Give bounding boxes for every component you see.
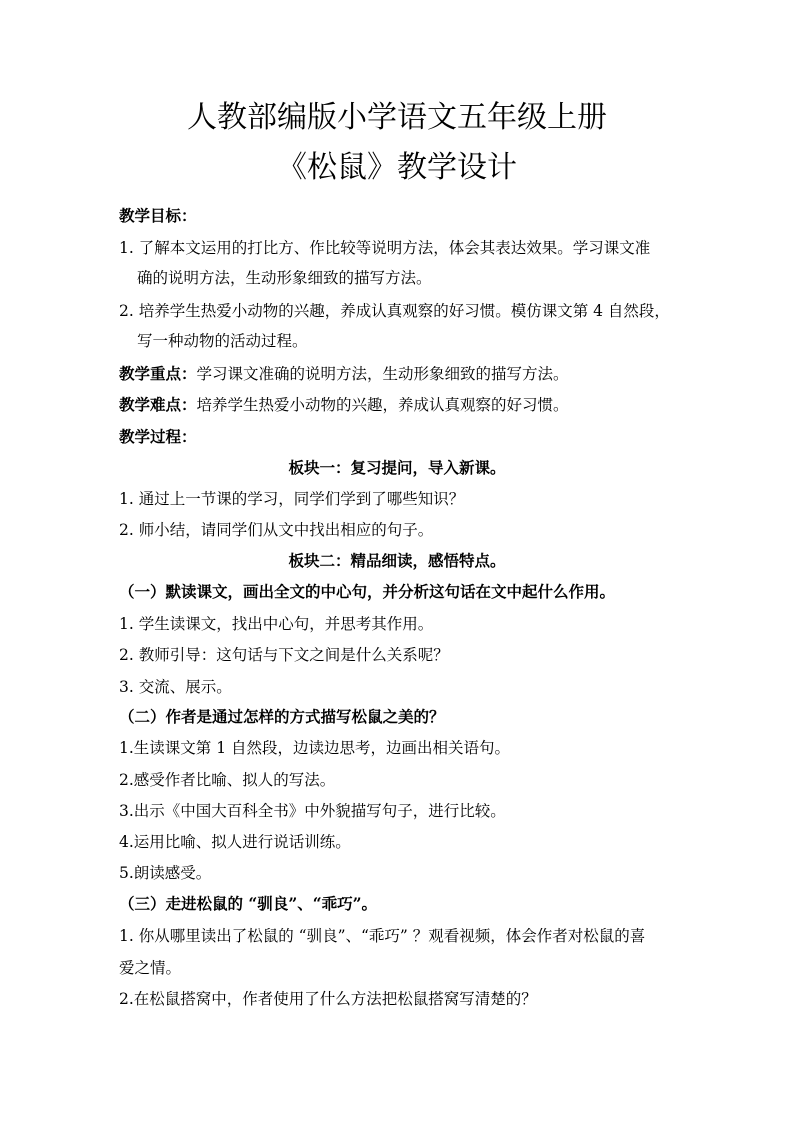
part-2-item-1: 1.生读课文第 1 自然段，边读边思考，边画出相关语句。 xyxy=(119,739,511,757)
process-heading: 教学过程： xyxy=(119,427,197,446)
key-point-text: 学习课文准确的说明方法，生动形象细致的描写方法。 xyxy=(196,365,569,383)
part-1-heading: （一）默读课文，画出全文的中心句，并分析这句话在文中起什么作用。 xyxy=(119,582,616,601)
document-subtitle: 《松鼠》教学设计 xyxy=(277,150,517,185)
part-2-item-3: 3.出示《中国大百科全书》中外貌描写句子，进行比较。 xyxy=(119,802,506,820)
objective-1-line-1: 1. 了解本文运用的打比方、作比较等说明方法，体会其表达效果。学习课文准 xyxy=(119,239,651,257)
part-1-item-2: 2. 教师引导：这句话与下文之间是什么关系呢？ xyxy=(119,646,449,664)
part-3-item-1-line-1: 1. 你从哪里读出了松鼠的 “驯良”、“乖巧” ？观看视频，体会作者对松鼠的喜 xyxy=(119,927,646,945)
document-title: 人教部编版小学语文五年级上册 xyxy=(187,100,607,135)
part-3-item-1-line-2: 爱之情。 xyxy=(119,959,182,977)
part-3-heading: （三）走进松鼠的 “驯良”、“乖巧”。 xyxy=(119,894,378,913)
section-1-item-2: 2. 师小结，请同学们从文中找出相应的句子。 xyxy=(119,521,434,539)
key-point xyxy=(119,364,569,384)
objective-2-line-1: 2. 培养学生热爱小动物的兴趣，养成认真观察的好习惯。模仿课文第 4 自然段， xyxy=(119,302,670,320)
part-3-item-2: 2.在松鼠搭窝中，作者使用了什么方法把松鼠搭窝写清楚的？ xyxy=(119,990,537,1008)
part-1-item-3: 3. 交流、展示。 xyxy=(119,678,232,696)
key-point-label: 教学重点： xyxy=(119,364,197,383)
section-1-item-1: 1. 通过上一节课的学习，同学们学到了哪些知识？ xyxy=(119,490,465,508)
difficulty xyxy=(119,395,569,415)
section-1-heading: 板块一：复习提问，导入新课。 xyxy=(288,458,506,477)
part-2-item-5: 5.朗读感受。 xyxy=(119,864,212,882)
part-1-item-1: 1. 学生读课文，找出中心句，并思考其作用。 xyxy=(119,615,434,633)
objective-1-line-2: 确的说明方法，生动形象细致的描写方法。 xyxy=(137,269,432,287)
objective-2-line-2: 写一种动物的活动过程。 xyxy=(137,332,308,350)
part-2-heading: （二）作者是通过怎样的方式描写松鼠之美的？ xyxy=(119,707,445,726)
difficulty-label: 教学难点： xyxy=(119,395,197,414)
part-2-item-2: 2.感受作者比喻、拟人的写法。 xyxy=(119,771,336,789)
section-2-heading: 板块二：精品细读，感悟特点。 xyxy=(288,551,506,570)
difficulty-text: 培养学生热爱小动物的兴趣，养成认真观察的好习惯。 xyxy=(196,396,569,414)
objectives-heading: 教学目标： xyxy=(119,206,197,225)
part-2-item-4: 4.运用比喻、拟人进行说话训练。 xyxy=(119,833,351,851)
